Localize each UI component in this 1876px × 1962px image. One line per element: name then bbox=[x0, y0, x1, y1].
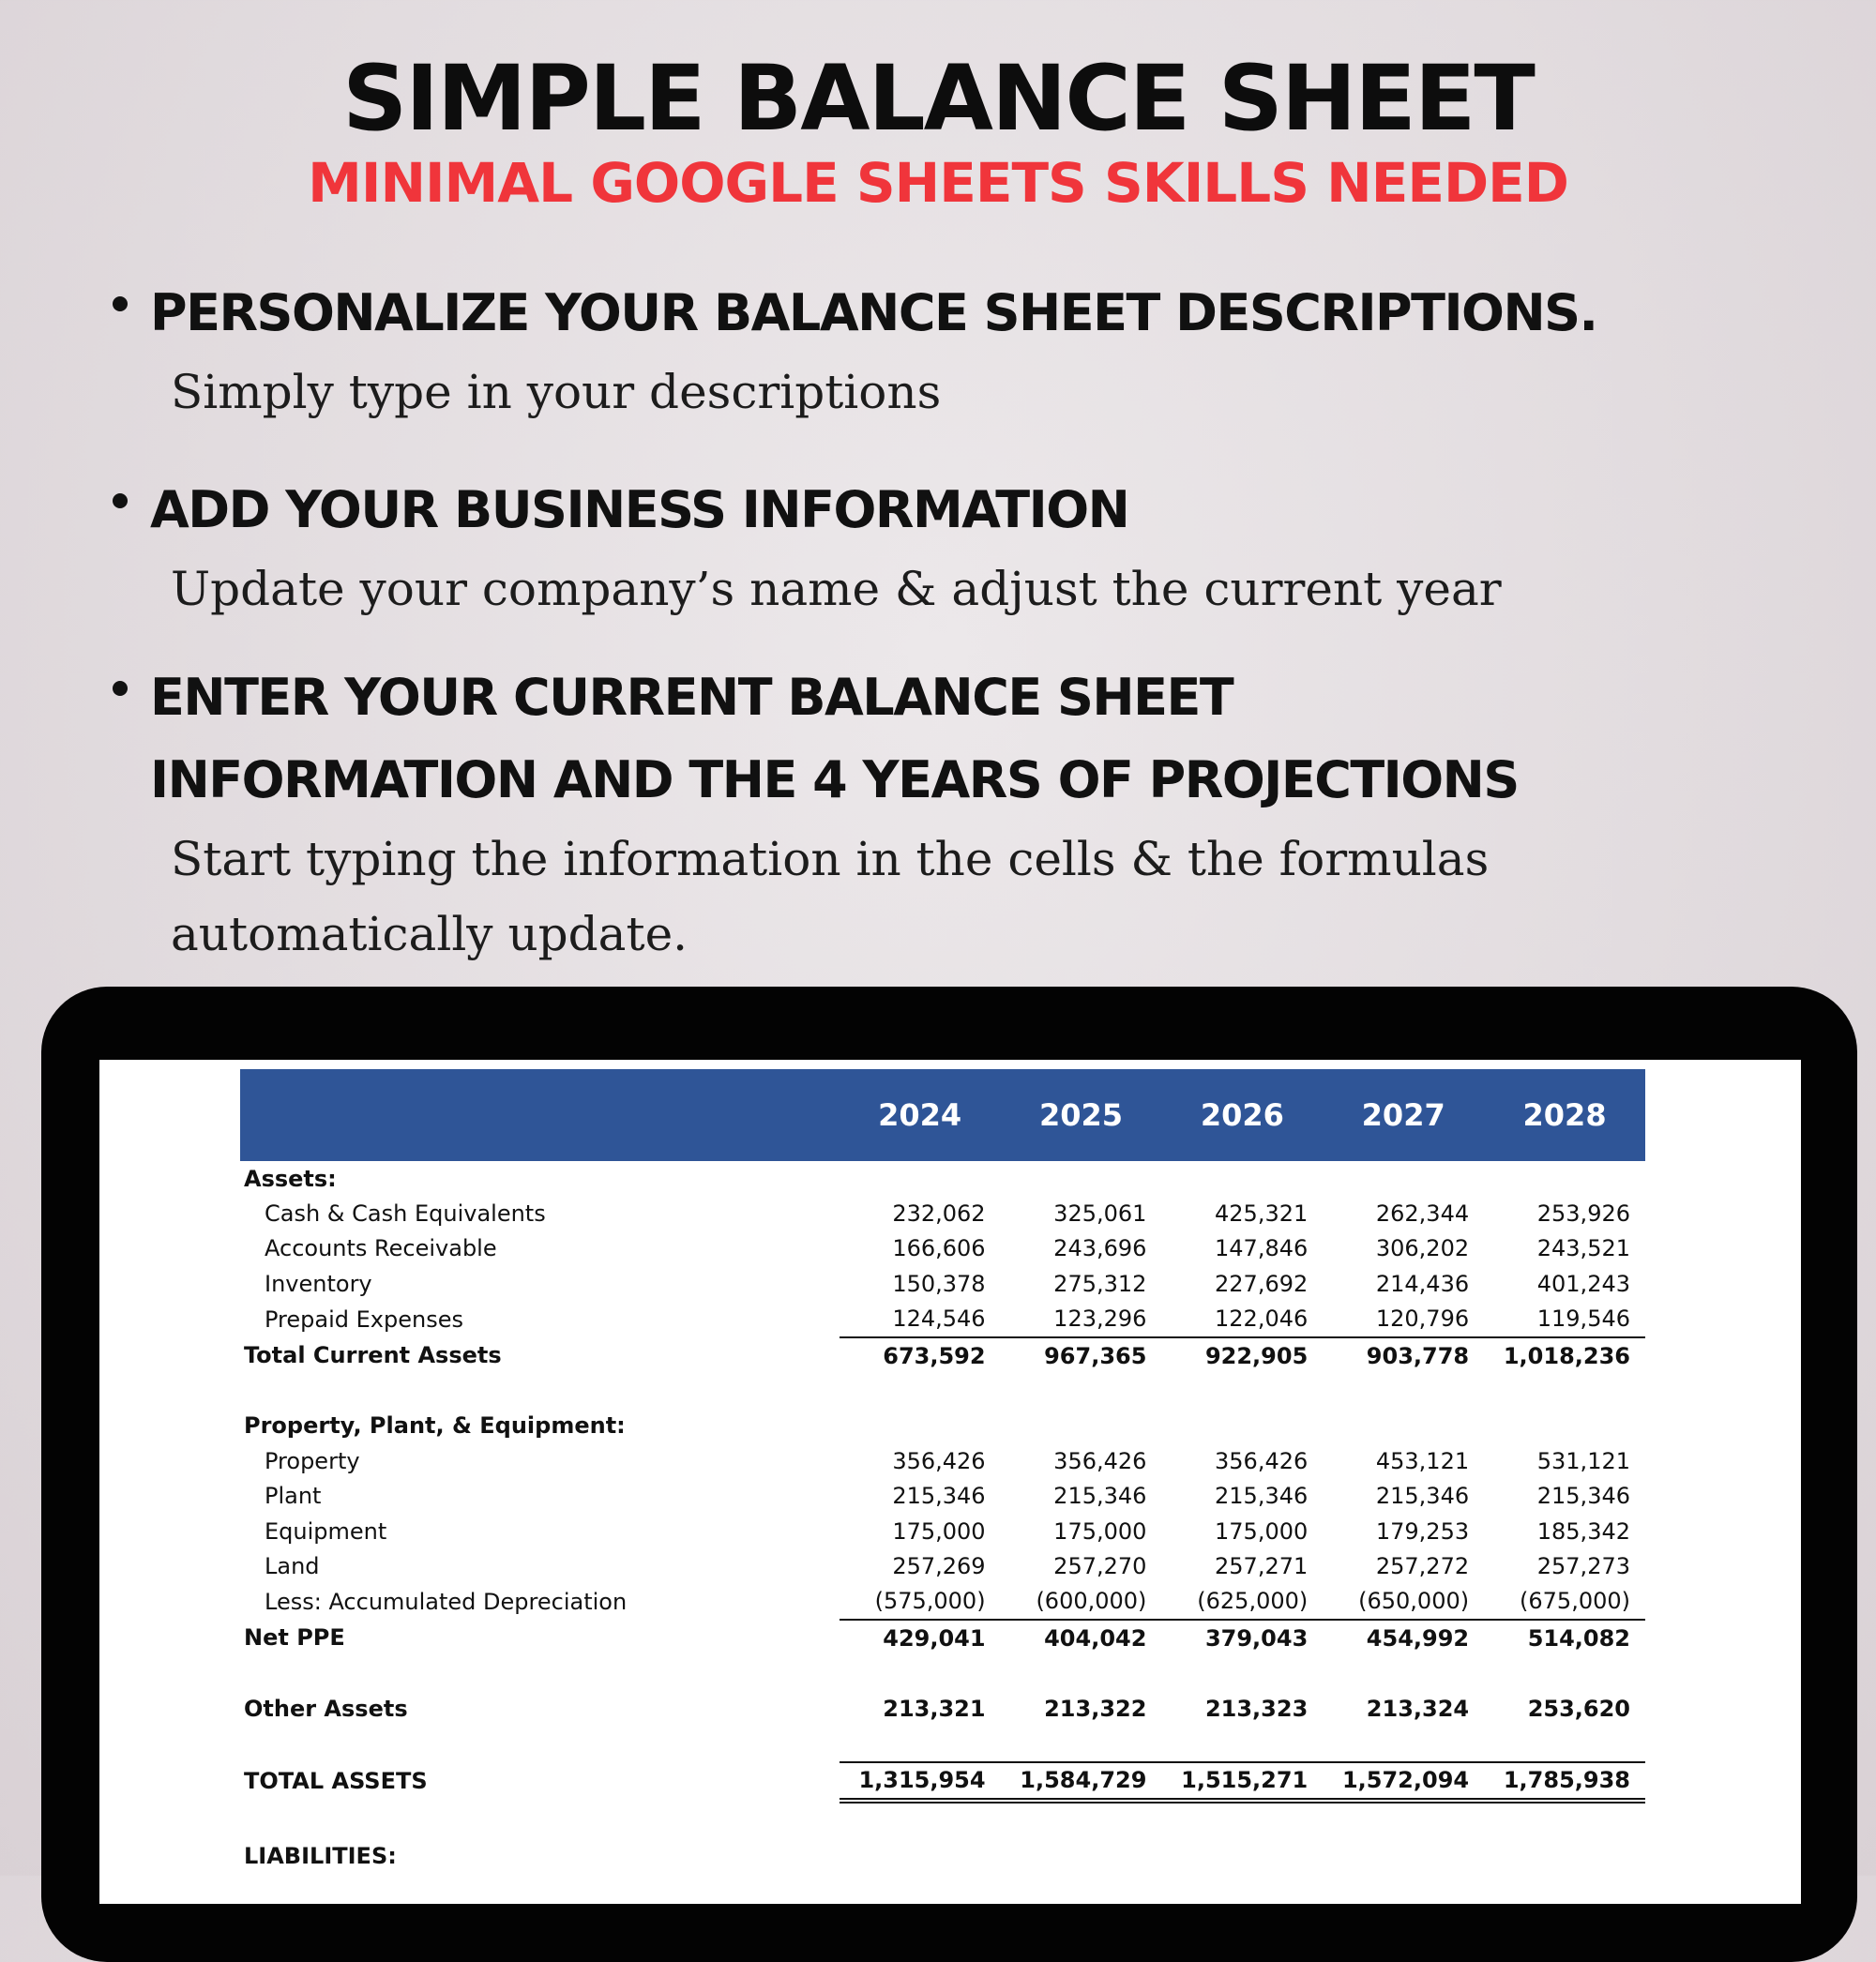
value-cell[interactable]: 150,378 bbox=[892, 1270, 986, 1297]
value-cell[interactable] bbox=[1323, 1655, 1484, 1690]
value-cell[interactable]: 253,926 bbox=[1536, 1200, 1630, 1228]
page-title: SIMPLE BALANCE SHEET bbox=[342, 46, 1534, 151]
value-cell[interactable]: 1,785,938 bbox=[1484, 1762, 1645, 1801]
year-header-row bbox=[240, 1069, 1645, 1161]
value-cell[interactable] bbox=[1161, 1726, 1323, 1761]
value-cell[interactable]: 122,046 bbox=[1215, 1305, 1309, 1333]
value-cell[interactable]: 903,778 bbox=[1323, 1337, 1484, 1373]
value-cell[interactable] bbox=[840, 1373, 1001, 1408]
bullet-description: automatically update. bbox=[171, 907, 688, 961]
row-label-cell[interactable]: Accounts Receivable bbox=[265, 1235, 497, 1262]
value-cell[interactable]: 1,315,954 bbox=[840, 1762, 1001, 1801]
value-cell[interactable] bbox=[1001, 1655, 1162, 1690]
spreadsheet-screen bbox=[99, 1060, 1801, 1904]
bullet-heading: INFORMATION AND THE 4 YEARS OF PROJECTIONS bbox=[150, 750, 1519, 809]
value-cell[interactable] bbox=[1161, 1161, 1323, 1196]
table-row bbox=[240, 1337, 1645, 1373]
value-cell[interactable]: 262,344 bbox=[1375, 1200, 1470, 1228]
value-cell[interactable]: 257,270 bbox=[1053, 1552, 1147, 1579]
value-cell[interactable] bbox=[1161, 1655, 1323, 1690]
table-row bbox=[240, 1801, 1645, 1838]
table-row bbox=[240, 1266, 1645, 1301]
table-row bbox=[240, 1838, 1645, 1873]
value-cell[interactable]: 306,202 bbox=[1375, 1235, 1470, 1262]
year-header: 2027 bbox=[1323, 1069, 1484, 1161]
value-cell[interactable]: 253,620 bbox=[1527, 1695, 1630, 1722]
value-cell[interactable] bbox=[1001, 1838, 1162, 1873]
bullet-description: Update your company’s name & adjust the current year bbox=[171, 562, 1502, 616]
feature-bullet-enter-info bbox=[103, 657, 1848, 972]
value-cell[interactable] bbox=[1001, 1373, 1162, 1408]
table-row bbox=[240, 1584, 1645, 1620]
table-row bbox=[240, 1691, 1645, 1726]
feature-bullet-personalize bbox=[103, 272, 1848, 430]
value-cell[interactable] bbox=[1323, 1373, 1484, 1408]
value-cell[interactable] bbox=[1161, 1409, 1323, 1443]
row-label-cell[interactable] bbox=[240, 1801, 840, 1838]
bullet-description: Start typing the information in the cells & the formulas bbox=[171, 832, 1490, 886]
row-label-cell[interactable]: Net PPE bbox=[244, 1624, 345, 1652]
value-cell[interactable]: 119,546 bbox=[1536, 1305, 1630, 1333]
row-label-cell[interactable]: Prepaid Expenses bbox=[265, 1305, 463, 1333]
table-row bbox=[240, 1655, 1645, 1690]
value-cell[interactable]: 213,324 bbox=[1366, 1695, 1470, 1722]
bullet-heading: ADD YOUR BUSINESS INFORMATION bbox=[150, 480, 1129, 539]
value-cell[interactable]: 185,342 bbox=[1536, 1517, 1630, 1545]
row-label-cell[interactable]: Property, Plant, & Equipment: bbox=[244, 1412, 626, 1440]
table-row bbox=[240, 1762, 1645, 1801]
value-cell[interactable]: 404,042 bbox=[1001, 1620, 1162, 1655]
value-cell[interactable] bbox=[1323, 1409, 1484, 1443]
value-cell[interactable] bbox=[1484, 1655, 1645, 1690]
bullet-heading: ENTER YOUR CURRENT BALANCE SHEET bbox=[150, 668, 1233, 727]
value-cell[interactable] bbox=[1161, 1838, 1323, 1873]
value-cell[interactable] bbox=[1484, 1373, 1645, 1408]
year-header: 2026 bbox=[1161, 1069, 1323, 1161]
value-cell[interactable]: 175,000 bbox=[1215, 1517, 1309, 1545]
value-cell[interactable]: 967,365 bbox=[1001, 1337, 1162, 1373]
value-cell[interactable]: (625,000) bbox=[1197, 1588, 1309, 1615]
value-cell[interactable]: 275,312 bbox=[1053, 1270, 1147, 1297]
year-header: 2028 bbox=[1484, 1069, 1645, 1161]
value-cell[interactable] bbox=[1323, 1726, 1484, 1761]
table-row bbox=[240, 1161, 1645, 1196]
value-cell[interactable]: 531,121 bbox=[1536, 1447, 1630, 1474]
value-cell[interactable]: 175,000 bbox=[1053, 1517, 1147, 1545]
value-cell[interactable]: 215,346 bbox=[1053, 1483, 1147, 1510]
value-cell[interactable]: 147,846 bbox=[1215, 1235, 1309, 1262]
table-row bbox=[240, 1373, 1645, 1408]
value-cell[interactable] bbox=[840, 1801, 1001, 1838]
value-cell[interactable]: 673,592 bbox=[840, 1337, 1001, 1373]
value-cell[interactable] bbox=[1484, 1801, 1645, 1838]
value-cell[interactable]: 1,515,271 bbox=[1161, 1762, 1323, 1801]
row-label-cell[interactable]: Land bbox=[265, 1552, 320, 1579]
feature-bullet-business-info bbox=[103, 469, 1848, 626]
value-cell[interactable]: (650,000) bbox=[1358, 1588, 1470, 1615]
row-label-cell[interactable]: Total Current Assets bbox=[244, 1342, 502, 1369]
year-header: 2024 bbox=[840, 1069, 1001, 1161]
value-cell[interactable] bbox=[1323, 1161, 1484, 1196]
value-cell[interactable]: 1,018,236 bbox=[1484, 1337, 1645, 1373]
value-cell[interactable] bbox=[1161, 1373, 1323, 1408]
value-cell[interactable]: (675,000) bbox=[1520, 1588, 1630, 1615]
value-cell[interactable] bbox=[1484, 1726, 1645, 1761]
value-cell[interactable] bbox=[1001, 1161, 1162, 1196]
value-cell[interactable]: 213,321 bbox=[883, 1695, 986, 1722]
value-cell[interactable]: 166,606 bbox=[892, 1235, 986, 1262]
value-cell[interactable]: 379,043 bbox=[1161, 1620, 1323, 1655]
bullet-dot-icon bbox=[113, 493, 128, 508]
value-cell[interactable]: 123,296 bbox=[1053, 1305, 1147, 1333]
value-cell[interactable]: 257,271 bbox=[1215, 1552, 1309, 1579]
value-cell[interactable] bbox=[840, 1726, 1001, 1761]
table-row bbox=[240, 1231, 1645, 1266]
value-cell[interactable] bbox=[1001, 1726, 1162, 1761]
value-cell[interactable]: 453,121 bbox=[1375, 1447, 1470, 1474]
row-label-cell[interactable] bbox=[240, 1655, 840, 1690]
value-cell[interactable]: 922,905 bbox=[1161, 1337, 1323, 1373]
value-cell[interactable]: 356,426 bbox=[1053, 1447, 1147, 1474]
bullet-dot-icon bbox=[113, 681, 128, 696]
page-subtitle: MINIMAL GOOGLE SHEETS SKILLS NEEDED bbox=[308, 151, 1568, 215]
value-cell[interactable]: 257,273 bbox=[1536, 1552, 1630, 1579]
value-cell[interactable] bbox=[840, 1655, 1001, 1690]
year-header: 2025 bbox=[1001, 1069, 1162, 1161]
row-label-cell[interactable]: Assets: bbox=[244, 1165, 337, 1192]
value-cell[interactable] bbox=[840, 1409, 1001, 1443]
row-label-cell[interactable]: TOTAL ASSETS bbox=[244, 1768, 428, 1795]
bullet-heading: PERSONALIZE YOUR BALANCE SHEET DESCRIPTIONS. bbox=[150, 283, 1597, 342]
value-cell[interactable]: 124,546 bbox=[892, 1305, 986, 1333]
value-cell[interactable]: 120,796 bbox=[1375, 1305, 1470, 1333]
value-cell[interactable]: 257,272 bbox=[1375, 1552, 1470, 1579]
value-cell[interactable]: 1,572,094 bbox=[1323, 1762, 1484, 1801]
row-label-cell[interactable]: Plant bbox=[265, 1483, 322, 1510]
value-cell[interactable]: 227,692 bbox=[1215, 1270, 1309, 1297]
value-cell[interactable]: 325,061 bbox=[1053, 1200, 1147, 1228]
value-cell[interactable] bbox=[1001, 1409, 1162, 1443]
value-cell[interactable]: 356,426 bbox=[1215, 1447, 1309, 1474]
value-cell[interactable]: 401,243 bbox=[1536, 1270, 1630, 1297]
row-label-cell[interactable] bbox=[240, 1726, 840, 1761]
table-row bbox=[240, 1196, 1645, 1230]
value-cell[interactable]: 213,322 bbox=[1044, 1695, 1147, 1722]
table-row bbox=[240, 1443, 1645, 1478]
value-cell[interactable]: 215,346 bbox=[1536, 1483, 1630, 1510]
row-label-cell[interactable] bbox=[240, 1373, 840, 1408]
value-cell[interactable]: 1,584,729 bbox=[1001, 1762, 1162, 1801]
row-label-cell[interactable]: LIABILITIES: bbox=[244, 1843, 397, 1870]
value-cell[interactable] bbox=[1484, 1838, 1645, 1873]
balance-sheet-table bbox=[240, 1069, 1645, 1874]
value-cell[interactable] bbox=[1323, 1838, 1484, 1873]
value-cell[interactable]: (600,000) bbox=[1036, 1588, 1147, 1615]
row-label-cell[interactable]: Cash & Cash Equivalents bbox=[265, 1200, 546, 1228]
value-cell[interactable] bbox=[1001, 1801, 1162, 1838]
value-cell[interactable]: 215,346 bbox=[892, 1483, 986, 1510]
table-row bbox=[240, 1726, 1645, 1761]
value-cell[interactable]: 425,321 bbox=[1215, 1200, 1309, 1228]
value-cell[interactable]: 243,696 bbox=[1053, 1235, 1147, 1262]
value-cell[interactable]: 429,041 bbox=[840, 1620, 1001, 1655]
value-cell[interactable]: 175,000 bbox=[892, 1517, 986, 1545]
row-label-cell[interactable]: Equipment bbox=[265, 1517, 387, 1545]
table-row bbox=[240, 1620, 1645, 1655]
value-cell[interactable] bbox=[1484, 1409, 1645, 1443]
row-label-cell[interactable]: Property bbox=[265, 1447, 360, 1474]
table-row bbox=[240, 1514, 1645, 1548]
value-cell[interactable] bbox=[840, 1838, 1001, 1873]
value-cell[interactable]: 214,436 bbox=[1375, 1270, 1470, 1297]
value-cell[interactable]: 215,346 bbox=[1215, 1483, 1309, 1510]
balance-sheet-body bbox=[240, 1161, 1645, 1874]
value-cell[interactable] bbox=[1484, 1161, 1645, 1196]
value-cell[interactable]: 257,269 bbox=[892, 1552, 986, 1579]
value-cell[interactable] bbox=[1323, 1801, 1484, 1838]
value-cell[interactable]: 454,992 bbox=[1323, 1620, 1484, 1655]
table-row bbox=[240, 1548, 1645, 1583]
value-cell[interactable]: (575,000) bbox=[874, 1588, 986, 1615]
value-cell[interactable]: 213,323 bbox=[1204, 1695, 1309, 1722]
value-cell[interactable]: 356,426 bbox=[892, 1447, 986, 1474]
header-blank-cell bbox=[240, 1069, 840, 1161]
row-label-cell[interactable]: Inventory bbox=[265, 1270, 372, 1297]
value-cell[interactable]: 215,346 bbox=[1375, 1483, 1470, 1510]
value-cell[interactable]: 514,082 bbox=[1484, 1620, 1645, 1655]
value-cell[interactable]: 243,521 bbox=[1536, 1235, 1630, 1262]
table-row bbox=[240, 1302, 1645, 1337]
row-label-cell[interactable]: Other Assets bbox=[244, 1695, 408, 1722]
value-cell[interactable]: 232,062 bbox=[892, 1200, 986, 1228]
value-cell[interactable]: 179,253 bbox=[1375, 1517, 1470, 1545]
bullet-description: Simply type in your descriptions bbox=[171, 365, 942, 419]
value-cell[interactable] bbox=[840, 1161, 1001, 1196]
bullet-dot-icon bbox=[113, 296, 128, 311]
row-label-cell[interactable]: Less: Accumulated Depreciation bbox=[265, 1588, 628, 1615]
value-cell[interactable] bbox=[1161, 1801, 1323, 1838]
table-row bbox=[240, 1479, 1645, 1514]
table-row bbox=[240, 1409, 1645, 1443]
